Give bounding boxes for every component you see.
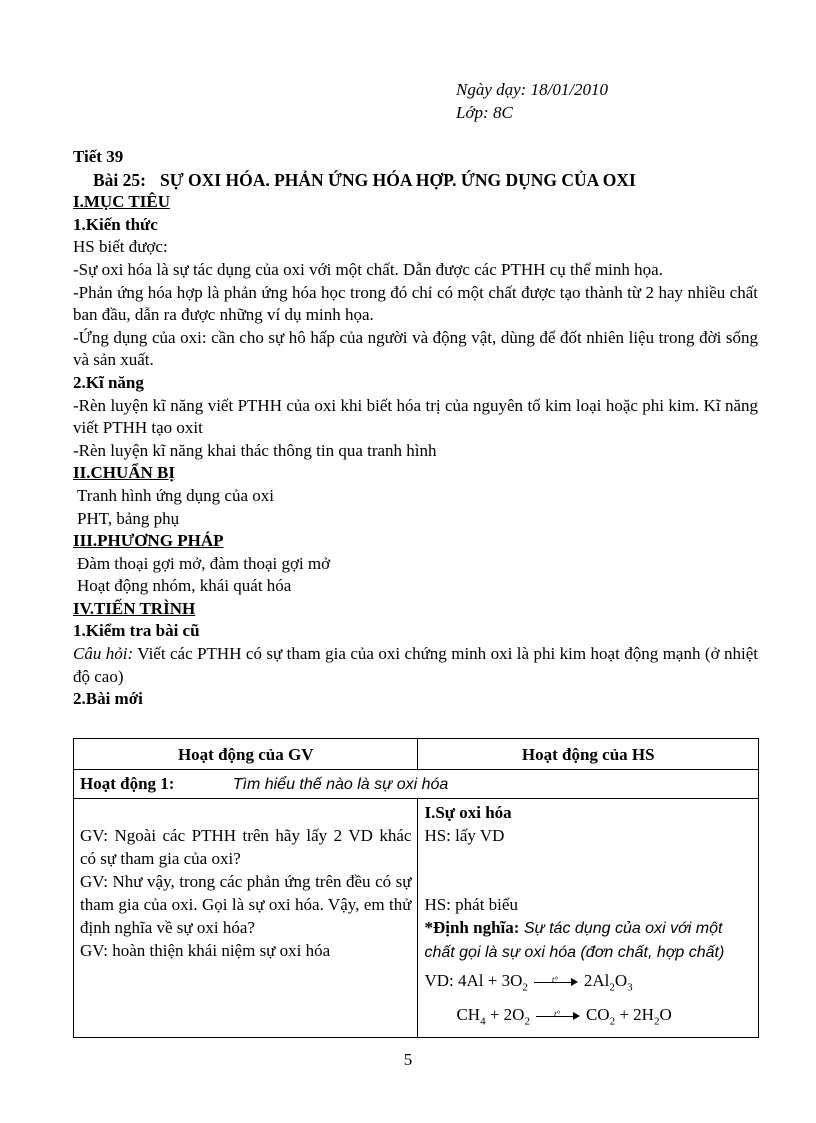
skills-heading: 2.Kĩ năng: [73, 372, 144, 392]
student-section-heading: I.Sự oxi hóa: [424, 803, 512, 822]
method-item: Đàm thoại gợi mở, đàm thoại gợi mở: [77, 553, 331, 573]
reaction-arrow-icon: t°: [536, 1011, 580, 1021]
preparation-item: PHT, bảng phụ: [77, 508, 180, 528]
activity-table: [73, 738, 759, 1038]
definition: [424, 916, 752, 964]
method-item: Hoạt động nhóm, khái quát hóa: [77, 576, 292, 596]
method-heading: III.PHƯƠNG PHÁP: [73, 531, 224, 551]
new-lesson-heading: 2.Bài mới: [73, 689, 143, 709]
skill-item: -Rèn luyện kĩ năng viết PTHH của oxi khi biết hóa trị của nguyên tố kim loại hoặc phi kim. Kĩ năng viết PTHH tạo oxit: [73, 395, 758, 438]
activity-row: [74, 770, 759, 799]
knowledge-item: -Phản ứng hóa hợp là phản ứng hóa học trong đó chỉ có một chất được tạo thành từ 2 hay nhiều chất ban đầu, dẫn ra được những ví dụ minh họa.: [73, 282, 758, 325]
table-row: [74, 799, 759, 1038]
equation-1: VD: $4Al + 3O_2$ t° $2Al_2O_3$: [424, 971, 633, 994]
teacher-step: GV: Ngoài các PTHH trên hãy lấy 2 VD khác có sự tham gia của oxi?: [80, 826, 412, 868]
teacher-step: GV: hoàn thiện khái niệm sự oxi hóa: [80, 941, 331, 960]
example-label: VD:: [424, 971, 458, 990]
preparation-item: Tranh hình ứng dụng của oxi: [77, 485, 274, 505]
student-step: HS: lấy VD: [424, 826, 505, 845]
knowledge-item: -Sự oxi hóa là sự tác dụng của oxi với một chất. Dẫn được các PTHH cụ thể minh họa.: [73, 259, 663, 279]
student-step: HS: phát biểu: [424, 895, 518, 914]
objectives-heading: I.MỤC TIÊU: [73, 192, 170, 212]
review-question: [73, 643, 758, 688]
table-header-row: [74, 739, 759, 770]
reaction-arrow-icon: t°: [534, 977, 578, 987]
preparation-heading: II.CHUẨN BỊ: [73, 463, 176, 483]
lesson-content: [73, 146, 758, 711]
page-number: 5: [403, 1050, 413, 1069]
activity-label: Hoạt động 1:: [80, 774, 175, 793]
definition-label: *Định nghĩa:: [424, 918, 520, 937]
activity-title: Tìm hiểu thế nào là sự oxi hóa: [232, 776, 449, 793]
teacher-column-header: Hoạt động của GV: [74, 739, 418, 770]
activity-title-cell: [74, 770, 759, 799]
teaching-date: Ngày dạy: 18/01/2010: [456, 80, 609, 99]
knowledge-intro: HS biết được:: [73, 237, 168, 257]
teacher-activity-cell: [74, 799, 418, 1038]
class-name: Lớp: 8C: [456, 103, 513, 122]
equation-2: $CH_4 + 2O_2$ t° $CO_2 + 2H_2O$: [456, 1005, 672, 1028]
teacher-step: GV: Như vậy, trong các phản ứng trên đều có sự tham gia của oxi. Gọi là sự oxi hóa. Vậy, em thử định nghĩa về sự oxi hóa?: [80, 872, 412, 937]
student-activity-cell: [418, 799, 759, 1038]
procedure-heading: IV.TIẾN TRÌNH: [73, 598, 196, 618]
question-label: Câu hỏi:: [73, 644, 134, 664]
lesson-date-block: [456, 78, 608, 124]
knowledge-item: -Ứng dụng của oxi: cần cho sự hô hấp của người và động vật, dùng để đốt nhiên liệu trong đời sống và sản xuất.: [73, 327, 758, 370]
lesson-number: Bài 25:: [93, 169, 146, 190]
definition-text: Sự tác dụng của oxi với một chất gọi là sự oxi hóa (đơn chất, hợp chất): [424, 920, 725, 961]
question-text: Viết các PTHH có sự tham gia của oxi chứng minh oxi là phi kim hoạt động mạnh (ở nhiệt độ cao): [73, 644, 758, 686]
student-column-header: Hoạt động của HS: [418, 739, 759, 770]
lesson-title: [93, 169, 758, 192]
old-lesson-check-heading: 1.Kiểm tra bài cũ: [73, 621, 200, 641]
period-label: Tiết 39: [73, 147, 124, 166]
knowledge-heading: 1.Kiến thức: [73, 214, 158, 234]
lesson-title-text: SỰ OXI HÓA. PHẢN ỨNG HÓA HỢP. ỨNG DỤNG CỦA OXI: [160, 169, 636, 190]
skill-item: -Rèn luyện kĩ năng khai thác thông tin qua tranh hình: [73, 440, 437, 460]
